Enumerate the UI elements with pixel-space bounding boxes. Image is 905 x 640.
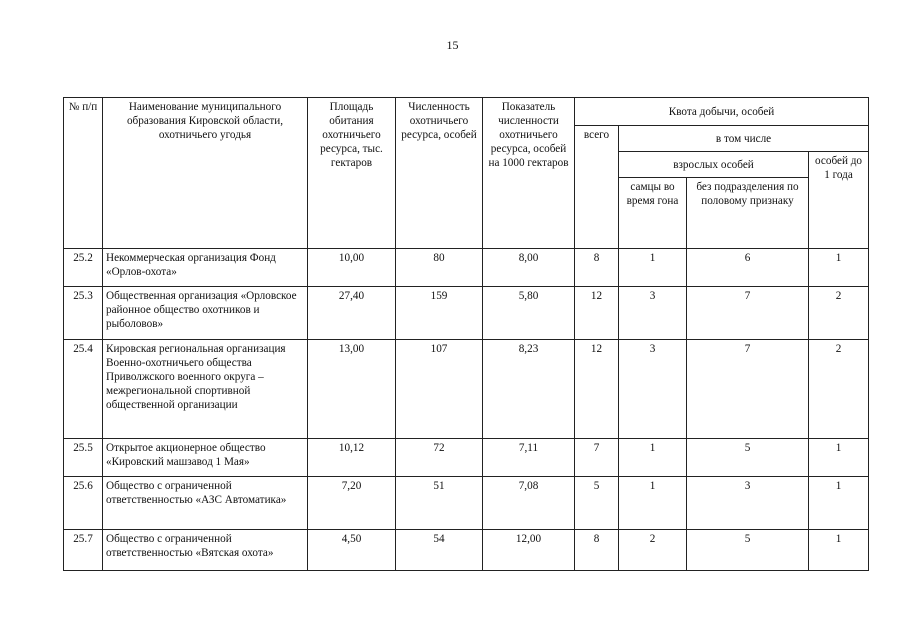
header-quota: Квота добычи, особей <box>575 98 869 126</box>
row-index: 7,08 <box>483 477 575 530</box>
row-total: 8 <box>575 530 619 571</box>
row-males: 3 <box>619 340 687 439</box>
row-count: 51 <box>396 477 483 530</box>
header-total: всего <box>575 126 619 249</box>
row-nosex: 7 <box>687 287 809 340</box>
row-under1: 1 <box>809 477 869 530</box>
header-males-rut: самцы во время гона <box>619 178 687 249</box>
row-under1: 1 <box>809 439 869 477</box>
header-num: № п/п <box>64 98 103 249</box>
row-index: 12,00 <box>483 530 575 571</box>
row-name: Некоммерческая организация Фонд «Орлов-охота» <box>103 249 308 287</box>
header-index: Показатель численности охотничьего ресурса, особей на 1000 гектаров <box>483 98 575 249</box>
row-num: 25.6 <box>64 477 103 530</box>
hunting-quota-table <box>63 97 869 571</box>
row-count: 107 <box>396 340 483 439</box>
header-adults: взрослых особей <box>619 152 809 178</box>
row-total: 7 <box>575 439 619 477</box>
row-total: 12 <box>575 340 619 439</box>
row-index: 5,80 <box>483 287 575 340</box>
header-area: Площадь обитания охотничьего ресурса, тыс. гектаров <box>308 98 396 249</box>
row-area: 10,12 <box>308 439 396 477</box>
row-males: 1 <box>619 439 687 477</box>
table-row <box>64 287 869 340</box>
row-under1: 2 <box>809 287 869 340</box>
table-row <box>64 249 869 287</box>
row-under1: 1 <box>809 249 869 287</box>
row-area: 4,50 <box>308 530 396 571</box>
table-row <box>64 477 869 530</box>
row-total: 8 <box>575 249 619 287</box>
row-num: 25.2 <box>64 249 103 287</box>
header-name: Наименование муниципального образования Кировской области, охотничьего угодья <box>103 98 308 249</box>
row-nosex: 5 <box>687 530 809 571</box>
table-row <box>64 530 869 571</box>
row-nosex: 7 <box>687 340 809 439</box>
row-count: 80 <box>396 249 483 287</box>
row-total: 5 <box>575 477 619 530</box>
row-nosex: 3 <box>687 477 809 530</box>
row-total: 12 <box>575 287 619 340</box>
row-name: Общественная организация «Орловское районное общество охотников и рыболовов» <box>103 287 308 340</box>
row-index: 7,11 <box>483 439 575 477</box>
row-num: 25.7 <box>64 530 103 571</box>
row-males: 1 <box>619 249 687 287</box>
row-area: 13,00 <box>308 340 396 439</box>
row-nosex: 5 <box>687 439 809 477</box>
row-under1: 2 <box>809 340 869 439</box>
table-row <box>64 340 869 439</box>
page-number: 15 <box>446 38 459 52</box>
row-num: 25.5 <box>64 439 103 477</box>
row-num: 25.3 <box>64 287 103 340</box>
row-count: 72 <box>396 439 483 477</box>
table-row <box>64 439 869 477</box>
row-name: Общество с ограниченной ответственностью «Вятская охота» <box>103 530 308 571</box>
row-males: 2 <box>619 530 687 571</box>
row-name: Кировская региональная организация Военно-охотничьего общества Приволжского военного округа – межрегиональной спортивной общественной организации <box>103 340 308 439</box>
header-no-sex-division: без подразделения по половому признаку <box>687 178 809 249</box>
row-area: 27,40 <box>308 287 396 340</box>
row-nosex: 6 <box>687 249 809 287</box>
row-num: 25.4 <box>64 340 103 439</box>
header-including: в том числе <box>619 126 869 152</box>
row-males: 3 <box>619 287 687 340</box>
row-index: 8,00 <box>483 249 575 287</box>
row-under1: 1 <box>809 530 869 571</box>
row-area: 7,20 <box>308 477 396 530</box>
header-under-1-year: особей до 1 года <box>809 152 869 249</box>
header-count: Численность охотничьего ресурса, особей <box>396 98 483 249</box>
row-name: Общество с ограниченной ответственностью «АЗС Автоматика» <box>103 477 308 530</box>
row-index: 8,23 <box>483 340 575 439</box>
row-area: 10,00 <box>308 249 396 287</box>
row-count: 54 <box>396 530 483 571</box>
row-name: Открытое акционерное общество «Кировский машзавод 1 Мая» <box>103 439 308 477</box>
row-males: 1 <box>619 477 687 530</box>
row-count: 159 <box>396 287 483 340</box>
